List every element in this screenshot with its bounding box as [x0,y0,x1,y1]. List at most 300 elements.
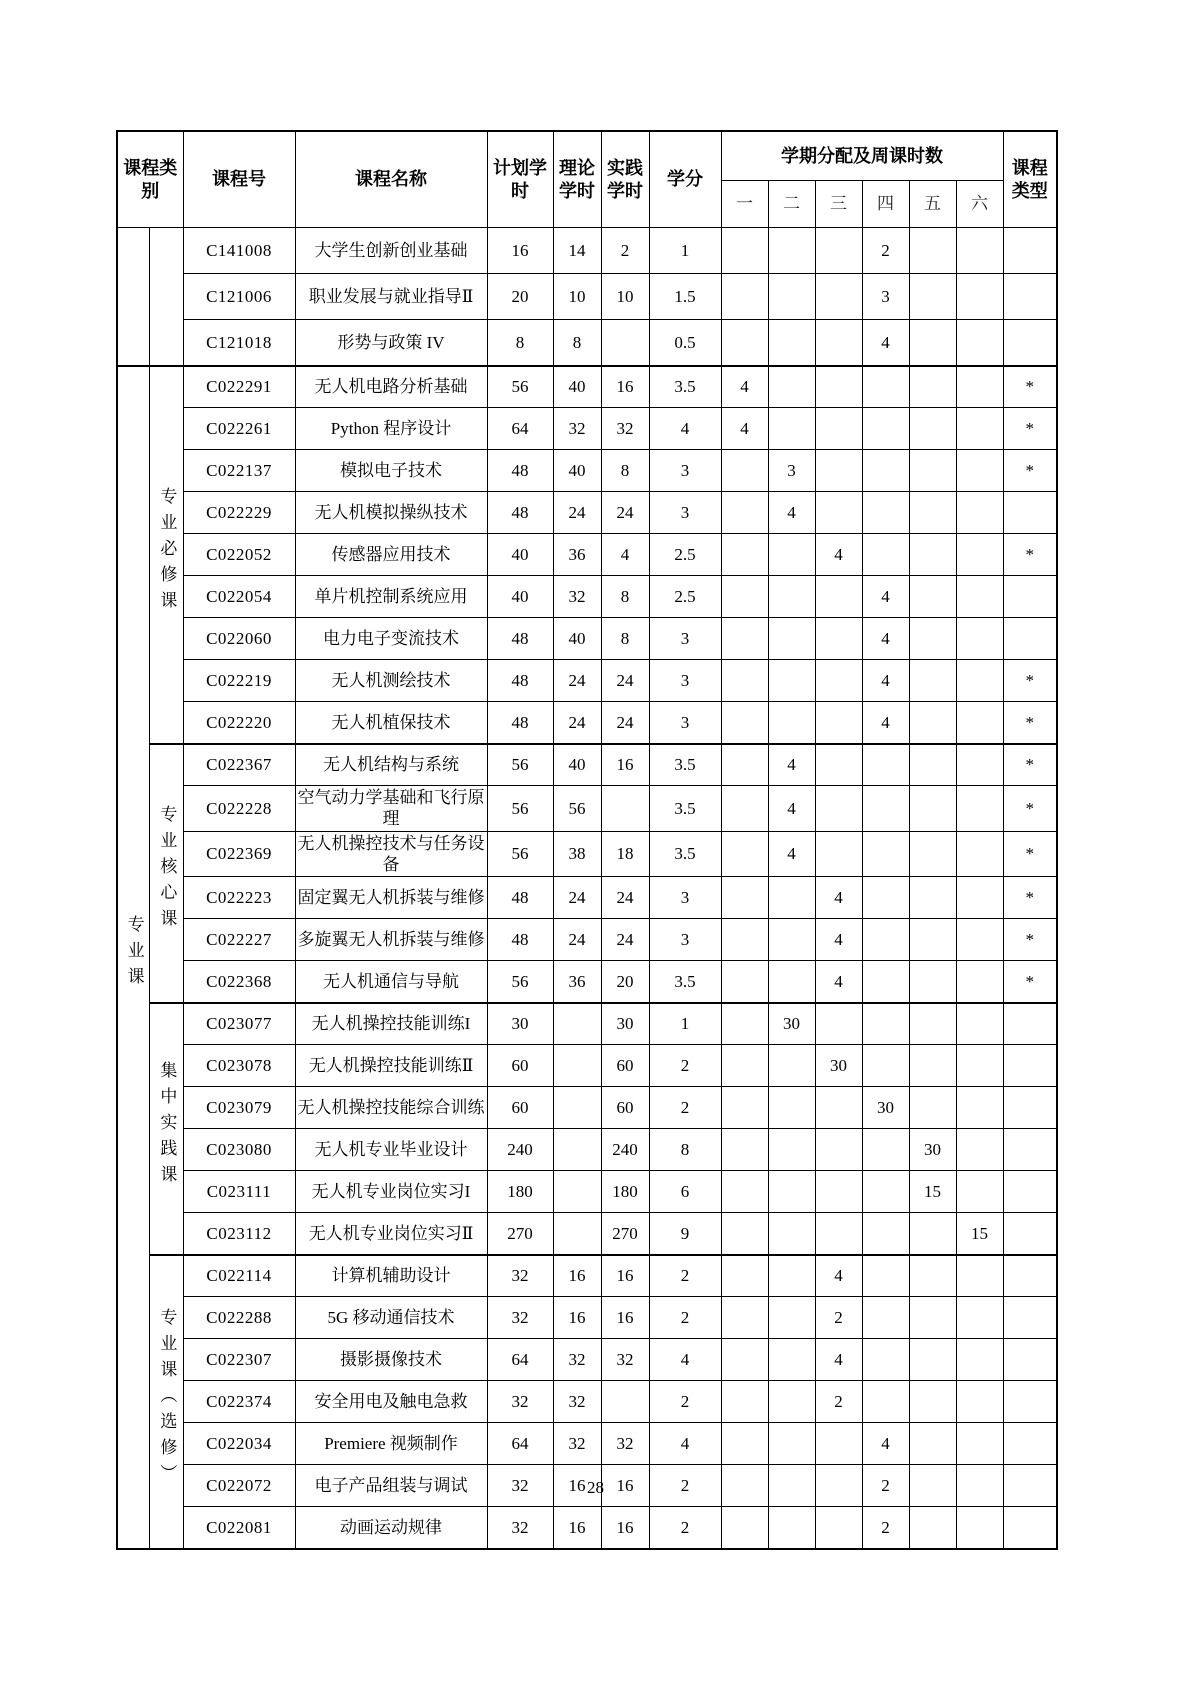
semester-4-cell [862,1381,909,1423]
semester-3-cell [815,618,862,660]
semester-5-cell [909,320,956,366]
semester-6-cell [956,534,1003,576]
semester-2-cell [768,1087,815,1129]
course-type-cell: * [1003,786,1057,832]
semester-6-cell [956,228,1003,274]
semester-6-cell [956,919,1003,961]
course-type-cell [1003,1129,1057,1171]
credits-cell: 3.5 [649,786,721,832]
course-name-cell: 无人机结构与系统 [295,744,487,786]
semester-5-cell [909,1339,956,1381]
semester-1-cell [721,1339,768,1381]
semester-6-cell [956,660,1003,702]
planned-hours-cell: 56 [487,744,553,786]
inner-category-cell-label: 集中实践课 [157,1060,177,1191]
semester-6-cell [956,450,1003,492]
practice-hours-cell: 16 [601,1297,649,1339]
semester-6-cell [956,576,1003,618]
course-type-cell [1003,1423,1057,1465]
credits-cell: 6 [649,1171,721,1213]
practice-hours-cell: 60 [601,1045,649,1087]
semester-4-cell: 30 [862,1087,909,1129]
semester-4-cell: 4 [862,576,909,618]
semester-4-cell: 3 [862,274,909,320]
course-type-cell [1003,618,1057,660]
theory-hours-cell: 10 [553,274,601,320]
semester-2-cell [768,1129,815,1171]
semester-4-cell: 4 [862,660,909,702]
course-no-cell: C022369 [183,831,295,877]
semester-5-cell: 30 [909,1129,956,1171]
course-name-cell: 安全用电及触电急救 [295,1381,487,1423]
semester-6-cell [956,1003,1003,1045]
theory-hours-cell: 24 [553,877,601,919]
semester-5-cell [909,961,956,1003]
planned-hours-cell: 32 [487,1507,553,1549]
semester-1-cell [721,702,768,744]
semester-2-cell [768,320,815,366]
semester-3-cell [815,492,862,534]
table-row [117,228,1057,274]
semester-6-cell: 15 [956,1213,1003,1255]
theory-hours-cell: 32 [553,1339,601,1381]
semester-2-cell [768,1423,815,1465]
theory-hours-cell [553,1087,601,1129]
course-no-cell: C023079 [183,1087,295,1129]
practice-hours-cell: 32 [601,408,649,450]
course-no-cell: C023080 [183,1129,295,1171]
course-type-cell: * [1003,919,1057,961]
inner-category-cell-label: 专业必修课 [157,486,177,617]
table-row [117,320,1057,366]
semester-1-cell [721,961,768,1003]
semester-3-cell [815,576,862,618]
semester-3-cell [815,786,862,832]
practice-hours-cell: 16 [601,744,649,786]
outer-category-cell-label: 专业课 [124,915,144,994]
semester-3-cell [815,660,862,702]
course-no-cell: C023077 [183,1003,295,1045]
semester-4-cell [862,1213,909,1255]
semester-6-cell [956,320,1003,366]
credits-cell: 2 [649,1045,721,1087]
course-no-cell: C022228 [183,786,295,832]
course-type-cell: * [1003,408,1057,450]
theory-hours-cell: 40 [553,450,601,492]
theory-hours-cell: 24 [553,919,601,961]
course-no-cell: C022081 [183,1507,295,1549]
course-no-cell: C022072 [183,1465,295,1507]
semester-2-cell: 30 [768,1003,815,1045]
table-row [117,702,1057,744]
semester-6-cell [956,1129,1003,1171]
planned-hours-cell: 48 [487,450,553,492]
semester-3-cell [815,744,862,786]
course-type-cell [1003,576,1057,618]
course-no-cell: C022219 [183,660,295,702]
course-no-cell: C023078 [183,1045,295,1087]
credits-cell: 2 [649,1465,721,1507]
course-no-cell: C022223 [183,877,295,919]
header-credits: 学分 [649,131,721,228]
header-semester-2: 二 [768,181,815,228]
inner-category-cell [149,228,183,366]
semester-1-cell [721,274,768,320]
course-no-cell: C022220 [183,702,295,744]
practice-hours-cell: 4 [601,534,649,576]
semester-4-cell [862,1255,909,1297]
semester-1-cell: 4 [721,408,768,450]
planned-hours-cell: 48 [487,702,553,744]
course-type-cell [1003,1381,1057,1423]
planned-hours-cell: 48 [487,919,553,961]
semester-3-cell: 30 [815,1045,862,1087]
semester-3-cell [815,274,862,320]
practice-hours-cell: 32 [601,1339,649,1381]
planned-hours-cell: 270 [487,1213,553,1255]
semester-2-cell [768,408,815,450]
planned-hours-cell: 40 [487,534,553,576]
course-name-cell: 大学生创新创业基础 [295,228,487,274]
header-semester-4: 四 [862,181,909,228]
table-row [117,274,1057,320]
table-row [117,408,1057,450]
semester-2-cell [768,576,815,618]
table-row [117,1171,1057,1213]
semester-2-cell [768,1339,815,1381]
course-name-cell: 无人机操控技能训练Ⅱ [295,1045,487,1087]
semester-1-cell [721,1423,768,1465]
course-no-cell: C022291 [183,366,295,408]
page-number: 28 [587,1478,604,1497]
planned-hours-cell: 16 [487,228,553,274]
theory-hours-cell: 40 [553,366,601,408]
inner-category-cell [149,1255,183,1549]
course-no-cell: C022137 [183,450,295,492]
planned-hours-cell: 60 [487,1087,553,1129]
course-no-cell: C022367 [183,744,295,786]
table-row [117,450,1057,492]
semester-2-cell [768,534,815,576]
credits-cell: 2.5 [649,576,721,618]
course-no-cell: C022114 [183,1255,295,1297]
header-course-type: 课程类型 [1003,131,1057,228]
practice-hours-cell: 24 [601,919,649,961]
semester-1-cell [721,877,768,919]
curriculum-table [116,130,1058,1550]
course-no-cell: C121018 [183,320,295,366]
practice-hours-cell: 24 [601,660,649,702]
semester-6-cell [956,831,1003,877]
theory-hours-cell [553,1171,601,1213]
theory-hours-cell: 24 [553,660,601,702]
course-no-cell: C022060 [183,618,295,660]
semester-1-cell [721,320,768,366]
semester-5-cell [909,786,956,832]
semester-6-cell [956,1423,1003,1465]
semester-1-cell [721,1045,768,1087]
theory-hours-cell: 16 [553,1255,601,1297]
credits-cell: 2.5 [649,534,721,576]
semester-6-cell [956,786,1003,832]
planned-hours-cell: 60 [487,1045,553,1087]
course-name-cell: 无人机专业毕业设计 [295,1129,487,1171]
theory-hours-cell: 36 [553,534,601,576]
semester-1-cell [721,450,768,492]
semester-1-cell [721,1171,768,1213]
semester-6-cell [956,877,1003,919]
semester-1-cell [721,492,768,534]
credits-cell: 3 [649,702,721,744]
theory-hours-cell: 16 [553,1507,601,1549]
semester-1-cell [721,1087,768,1129]
semester-4-cell [862,534,909,576]
header-semester-5: 五 [909,181,956,228]
credits-cell: 4 [649,408,721,450]
credits-cell: 1 [649,228,721,274]
course-name-cell: 5G 移动通信技术 [295,1297,487,1339]
semester-5-cell [909,408,956,450]
semester-3-cell [815,450,862,492]
semester-2-cell: 4 [768,744,815,786]
semester-1-cell [721,1003,768,1045]
credits-cell: 3.5 [649,366,721,408]
semester-5-cell [909,1045,956,1087]
course-name-cell: 形势与政策 IV [295,320,487,366]
course-name-cell: 摄影摄像技术 [295,1339,487,1381]
table-row [117,786,1057,832]
credits-cell: 1 [649,1003,721,1045]
course-type-cell [1003,1507,1057,1549]
planned-hours-cell: 20 [487,274,553,320]
table-row [117,1507,1057,1549]
header-semester-6: 六 [956,181,1003,228]
semester-2-cell [768,618,815,660]
header-category: 课程类别 [117,131,183,228]
theory-hours-cell: 40 [553,744,601,786]
course-name-cell: 无人机专业岗位实习I [295,1171,487,1213]
credits-cell: 3 [649,660,721,702]
semester-6-cell [956,1171,1003,1213]
course-name-cell: 空气动力学基础和飞行原理 [295,786,487,832]
semester-2-cell [768,1213,815,1255]
table-row [117,1423,1057,1465]
semester-5-cell [909,576,956,618]
course-no-cell: C022229 [183,492,295,534]
course-no-cell: C121006 [183,274,295,320]
semester-6-cell [956,366,1003,408]
theory-hours-cell: 36 [553,961,601,1003]
semester-6-cell [956,1297,1003,1339]
table-row [117,1297,1057,1339]
course-type-cell [1003,1213,1057,1255]
theory-hours-cell: 24 [553,492,601,534]
semester-6-cell [956,1255,1003,1297]
table-row [117,1129,1057,1171]
semester-1-cell [721,1381,768,1423]
semester-4-cell [862,408,909,450]
planned-hours-cell: 56 [487,961,553,1003]
semester-3-cell [815,1129,862,1171]
course-type-cell: * [1003,877,1057,919]
planned-hours-cell: 48 [487,660,553,702]
course-type-cell [1003,1045,1057,1087]
practice-hours-cell: 32 [601,1423,649,1465]
course-type-cell: * [1003,961,1057,1003]
theory-hours-cell: 32 [553,408,601,450]
table-row [117,1213,1057,1255]
course-no-cell: C022227 [183,919,295,961]
semester-2-cell [768,274,815,320]
course-name-cell: 无人机操控技能综合训练 [295,1087,487,1129]
table-row [117,618,1057,660]
semester-6-cell [956,408,1003,450]
semester-6-cell [956,1087,1003,1129]
semester-4-cell [862,1171,909,1213]
credits-cell: 2 [649,1297,721,1339]
semester-5-cell [909,1297,956,1339]
course-no-cell: C022261 [183,408,295,450]
semester-3-cell: 4 [815,1255,862,1297]
credits-cell: 3 [649,450,721,492]
semester-2-cell [768,961,815,1003]
credits-cell: 3.5 [649,961,721,1003]
course-name-cell: 职业发展与就业指导Ⅱ [295,274,487,320]
semester-1-cell [721,1507,768,1549]
semester-4-cell: 2 [862,228,909,274]
semester-5-cell [909,1087,956,1129]
semester-1-cell [721,786,768,832]
credits-cell: 1.5 [649,274,721,320]
semester-4-cell [862,1129,909,1171]
practice-hours-cell: 24 [601,492,649,534]
table-row [117,919,1057,961]
practice-hours-cell: 8 [601,618,649,660]
course-no-cell: C022368 [183,961,295,1003]
course-type-cell: * [1003,702,1057,744]
semester-3-cell: 4 [815,961,862,1003]
semester-3-cell: 4 [815,1339,862,1381]
semester-4-cell [862,366,909,408]
semester-2-cell [768,1171,815,1213]
semester-2-cell: 3 [768,450,815,492]
semester-2-cell: 4 [768,831,815,877]
semester-5-cell [909,366,956,408]
header-semester-group: 学期分配及周课时数 [721,131,1003,181]
practice-hours-cell: 2 [601,228,649,274]
practice-hours-cell: 24 [601,702,649,744]
course-name-cell: 计算机辅助设计 [295,1255,487,1297]
course-type-cell [1003,1171,1057,1213]
course-name-cell: 无人机通信与导航 [295,961,487,1003]
header-course-no: 课程号 [183,131,295,228]
semester-1-cell [721,831,768,877]
semester-1-cell [721,919,768,961]
theory-hours-cell: 38 [553,831,601,877]
practice-hours-cell: 60 [601,1087,649,1129]
semester-2-cell [768,1507,815,1549]
planned-hours-cell: 32 [487,1297,553,1339]
theory-hours-cell: 32 [553,1423,601,1465]
course-type-cell: * [1003,534,1057,576]
planned-hours-cell: 48 [487,492,553,534]
planned-hours-cell: 64 [487,408,553,450]
theory-hours-cell: 40 [553,618,601,660]
table-row [117,1087,1057,1129]
semester-4-cell: 2 [862,1465,909,1507]
credits-cell: 4 [649,1339,721,1381]
semester-1-cell [721,1213,768,1255]
outer-category-cell [117,366,149,1549]
practice-hours-cell: 16 [601,366,649,408]
planned-hours-cell: 40 [487,576,553,618]
table-row [117,1003,1057,1045]
practice-hours-cell: 24 [601,877,649,919]
semester-2-cell [768,366,815,408]
practice-hours-cell: 8 [601,576,649,618]
semester-2-cell [768,877,815,919]
course-type-cell [1003,1297,1057,1339]
semester-5-cell [909,450,956,492]
table-row [117,1339,1057,1381]
theory-hours-cell: 16 [553,1297,601,1339]
semester-3-cell [815,408,862,450]
semester-6-cell [956,1339,1003,1381]
semester-5-cell [909,534,956,576]
course-no-cell: C022374 [183,1381,295,1423]
semester-3-cell [815,228,862,274]
course-type-cell [1003,492,1057,534]
credits-cell: 9 [649,1213,721,1255]
semester-1-cell [721,534,768,576]
header-theory-hours: 理论学时 [553,131,601,228]
course-name-cell: 无人机电路分析基础 [295,366,487,408]
table-row [117,576,1057,618]
semester-2-cell [768,660,815,702]
semester-5-cell [909,1423,956,1465]
course-name-cell: 无人机操控技能训练I [295,1003,487,1045]
table-row [117,534,1057,576]
practice-hours-cell: 240 [601,1129,649,1171]
semester-6-cell [956,702,1003,744]
course-name-cell: 无人机测绘技术 [295,660,487,702]
semester-4-cell [862,1003,909,1045]
semester-6-cell [956,1507,1003,1549]
semester-4-cell [862,1339,909,1381]
theory-hours-cell: 14 [553,228,601,274]
theory-hours-cell: 8 [553,320,601,366]
outer-category-cell [117,228,149,366]
practice-hours-cell: 180 [601,1171,649,1213]
course-type-cell [1003,1339,1057,1381]
semester-5-cell [909,1255,956,1297]
course-no-cell: C022288 [183,1297,295,1339]
semester-4-cell: 4 [862,320,909,366]
course-no-cell: C023111 [183,1171,295,1213]
semester-3-cell [815,366,862,408]
semester-5-cell [909,618,956,660]
semester-6-cell [956,492,1003,534]
semester-5-cell [909,1003,956,1045]
table-row [117,961,1057,1003]
credits-cell: 2 [649,1381,721,1423]
semester-1-cell [721,1129,768,1171]
header-semester-1: 一 [721,181,768,228]
course-name-cell: 传感器应用技术 [295,534,487,576]
theory-hours-cell: 32 [553,576,601,618]
inner-category-cell-label: 专业核心课 [157,805,177,936]
credits-cell: 3.5 [649,831,721,877]
